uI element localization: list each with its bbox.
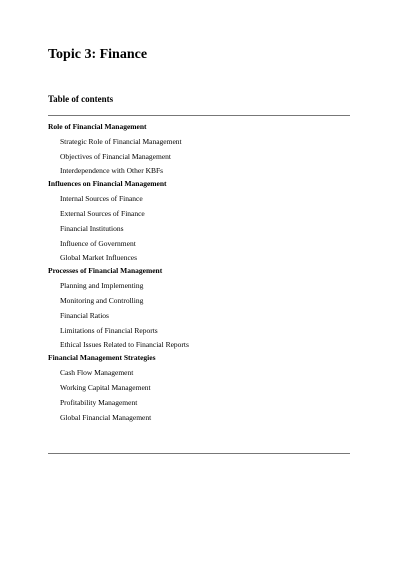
toc-section-title[interactable]: Influences on Financial Management xyxy=(48,179,167,189)
toc-item[interactable]: Strategic Role of Financial Management xyxy=(60,136,182,146)
toc-item[interactable]: Profitability Management xyxy=(60,397,138,407)
toc-section-items xyxy=(48,137,350,177)
toc-section-items xyxy=(48,368,350,422)
table-of-contents xyxy=(48,122,350,423)
toc-section-title[interactable]: Financial Management Strategies xyxy=(48,353,156,363)
toc-section-title[interactable]: Processes of Financial Management xyxy=(48,266,163,276)
toc-section-items xyxy=(48,281,350,350)
toc-section-processes xyxy=(48,266,350,350)
toc-item[interactable]: Working Capital Management xyxy=(60,382,151,392)
toc-section-influences xyxy=(48,179,350,263)
toc-bottom-divider xyxy=(48,453,350,454)
toc-item[interactable]: Interdependence with Other KBFs xyxy=(60,166,164,176)
toc-item[interactable]: Global Financial Management xyxy=(60,412,152,422)
toc-heading: Table of contents xyxy=(48,94,114,104)
toc-item[interactable]: Global Market Influences xyxy=(60,253,138,263)
toc-section-strategies xyxy=(48,353,350,422)
toc-item[interactable]: Financial Institutions xyxy=(60,223,124,233)
toc-item[interactable]: Objectives of Financial Management xyxy=(60,151,172,161)
toc-top-divider xyxy=(48,115,350,116)
toc-item[interactable]: Planning and Implementing xyxy=(60,281,144,291)
toc-item[interactable]: External Sources of Finance xyxy=(60,208,145,218)
toc-item[interactable]: Limitations of Financial Reports xyxy=(60,325,158,335)
toc-item[interactable]: Financial Ratios xyxy=(60,310,109,320)
toc-section-items xyxy=(48,194,350,263)
toc-item[interactable]: Influence of Government xyxy=(60,238,136,248)
page-title: Topic 3: Finance xyxy=(48,47,148,62)
toc-item[interactable]: Monitoring and Controlling xyxy=(60,295,144,305)
toc-section-role xyxy=(48,122,350,176)
toc-item[interactable]: Cash Flow Management xyxy=(60,368,134,378)
toc-item[interactable]: Ethical Issues Related to Financial Reports xyxy=(60,340,189,350)
toc-item[interactable]: Internal Sources of Finance xyxy=(60,194,143,204)
toc-section-title[interactable]: Role of Financial Management xyxy=(48,122,147,131)
